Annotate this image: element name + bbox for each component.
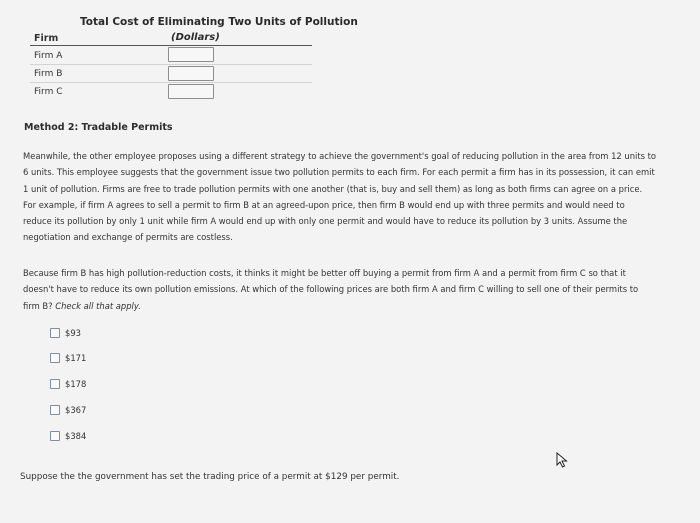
- option-label: $367: [65, 405, 87, 415]
- option-label: $171: [65, 353, 87, 363]
- option-384[interactable]: [50, 429, 86, 443]
- option-367[interactable]: [50, 403, 86, 417]
- table-title: Total Cost of Eliminating Two Units of Pollution: [80, 16, 358, 28]
- table-col-header: Firm: [34, 33, 59, 44]
- firm-b-cost-input[interactable]: [168, 66, 214, 81]
- question-line-text: firm B?: [23, 300, 56, 311]
- table-row-divider: [30, 64, 312, 65]
- checkbox[interactable]: [50, 328, 60, 338]
- method-heading: Method 2: Tradable Permits: [24, 122, 173, 133]
- checkbox[interactable]: [50, 431, 60, 441]
- firm-a-cost-input[interactable]: [168, 47, 214, 62]
- question-line: Because firm B has high pollution-reduction costs, it thinks it might be better off buying a permit from firm A and a permit from firm C so that it: [23, 268, 626, 278]
- question-text: [23, 265, 683, 314]
- table-row-label-firm-c: Firm C: [34, 87, 63, 97]
- paragraph-line: For example, if firm A agrees to sell a permit to firm B at an agreed-upon price, then firm B would end up with three permits and would need to: [23, 199, 625, 210]
- paragraph-line: 1 unit of pollution. Firms are free to trade pollution permits with one another (that is, buy and sell them) as long as both firms can agree on a price.: [23, 183, 643, 194]
- table-subtitle: (Dollars): [171, 32, 220, 43]
- checkbox[interactable]: [50, 405, 60, 415]
- checkbox[interactable]: [50, 353, 60, 363]
- mouse-pointer-icon: [556, 452, 568, 468]
- option-label: $93: [65, 328, 81, 338]
- table-row-label-firm-b: Firm B: [34, 69, 63, 79]
- option-178[interactable]: [50, 377, 86, 391]
- paragraph-line: Meanwhile, the other employee proposes using a different strategy to achieve the government's goal of reducing pollution in the area from 12 units to: [23, 151, 657, 161]
- method-paragraph: [23, 148, 683, 246]
- question-line: [23, 298, 683, 314]
- option-label: $384: [65, 431, 87, 441]
- footer-text: Suppose the the government has set the trading price of a permit at $129 per permit.: [20, 472, 400, 482]
- table-header-divider: [30, 45, 312, 46]
- table-row-divider: [30, 82, 312, 83]
- option-93[interactable]: [50, 326, 81, 340]
- paragraph-line: negotiation and exchange of permits are costless.: [23, 232, 233, 243]
- paragraph-line: reduce its pollution by only 1 unit while firm A would end up with only one permit and would have to reduce its pollution by 3 units. Assume the: [23, 216, 628, 227]
- option-171[interactable]: [50, 351, 86, 365]
- question-instruction: Check all that apply.: [55, 300, 141, 311]
- question-line: doesn't have to reduce its own pollution emissions. At which of the following prices are both firm A and firm C willing to sell one of their permits to: [23, 284, 639, 295]
- option-label: $178: [65, 379, 87, 389]
- paragraph-line: 6 units. This employee suggests that the government issue two pollution permits to each firm. For each permit a firm has in its possession, it can emit: [23, 167, 655, 178]
- checkbox[interactable]: [50, 379, 60, 389]
- table-row-label-firm-a: Firm A: [34, 51, 63, 61]
- firm-c-cost-input[interactable]: [168, 84, 214, 99]
